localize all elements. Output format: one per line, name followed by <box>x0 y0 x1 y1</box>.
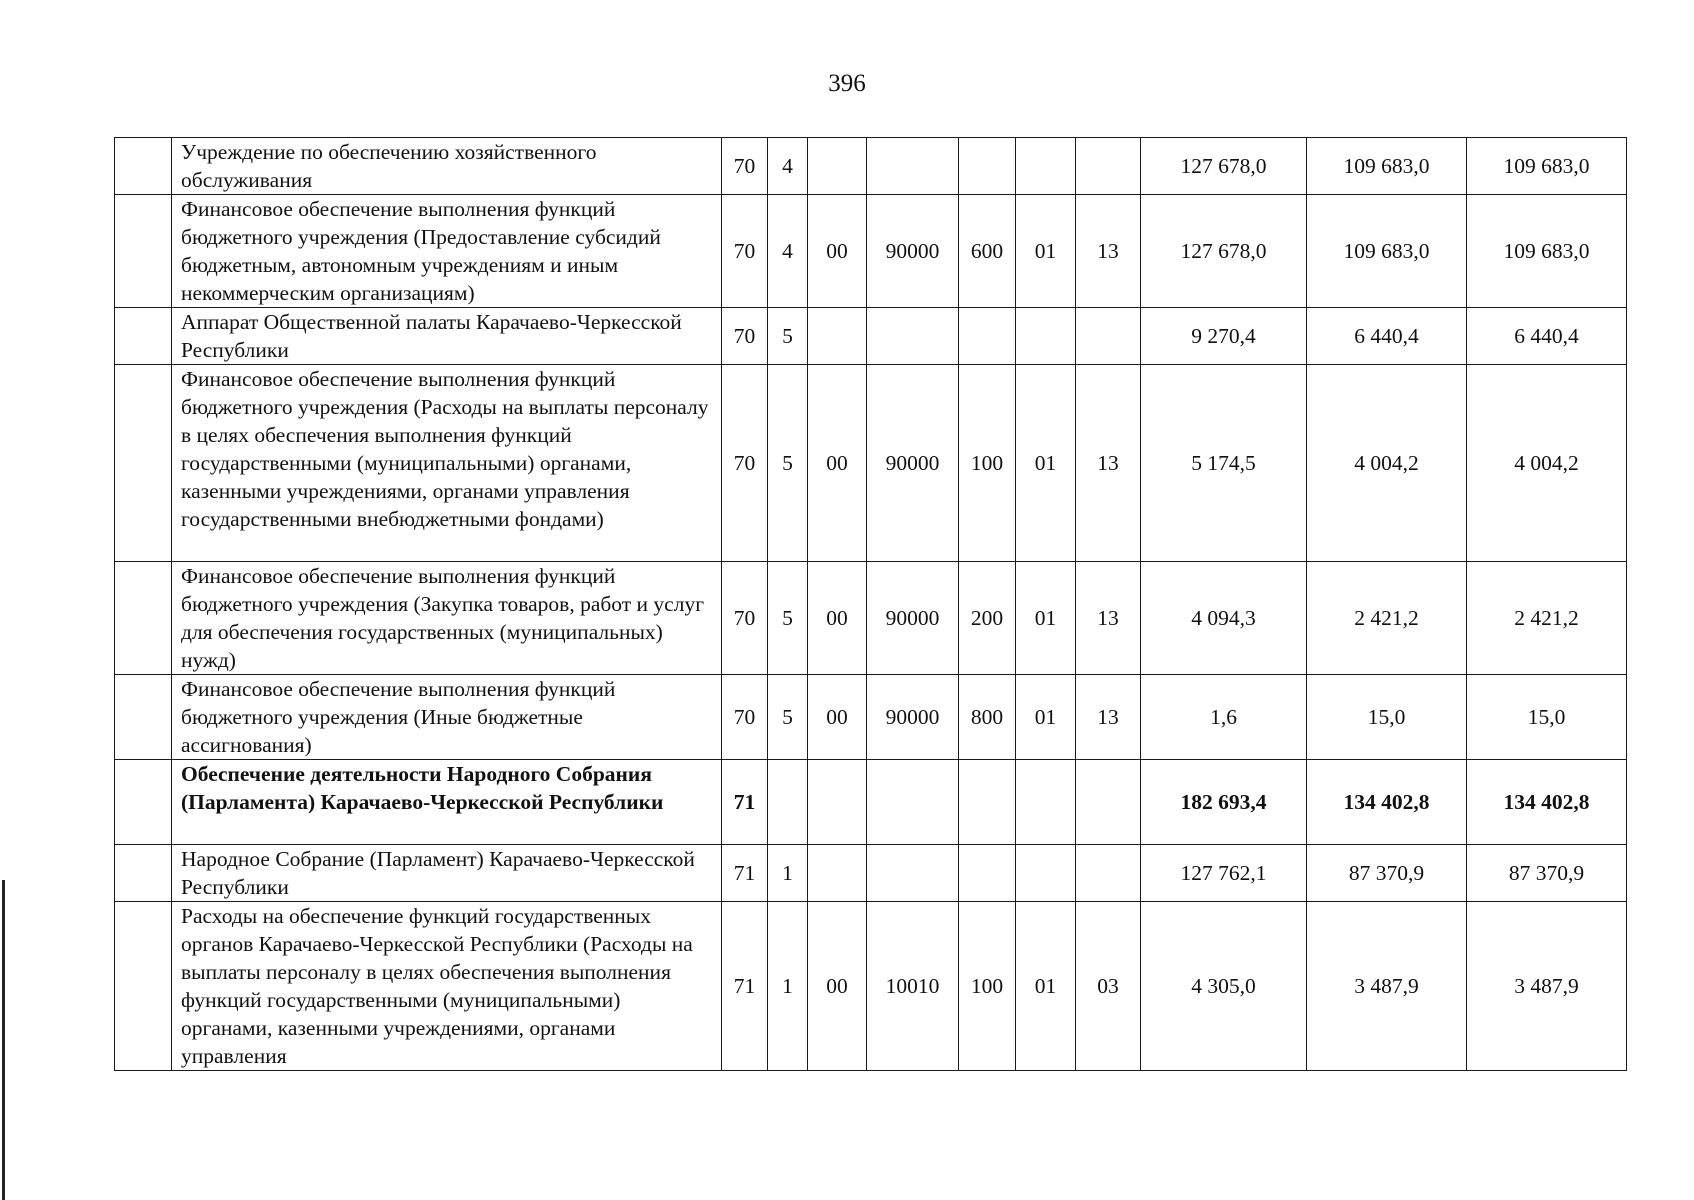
code-cell: 5 <box>768 562 808 675</box>
code-cell: 01 <box>1016 902 1076 1071</box>
item-name-cell: Финансовое обеспечение выполнения функций бюджетного учреждения (Иные бюджетные ассигнования) <box>172 675 722 760</box>
code-cell: 200 <box>959 562 1016 675</box>
item-name-cell: Финансовое обеспечение выполнения функций бюджетного учреждения (Закупка товаров, работ и услуг для обеспечения государственных (муниципальных) нужд) <box>172 562 722 675</box>
amount-cell: 134 402,8 <box>1467 760 1627 845</box>
code-cell <box>1016 845 1076 902</box>
row-number-cell <box>115 902 172 1071</box>
code-cell: 5 <box>768 308 808 365</box>
code-cell: 4 <box>768 195 808 308</box>
code-cell: 90000 <box>867 675 959 760</box>
code-cell: 600 <box>959 195 1016 308</box>
scan-edge-mark <box>2 880 5 1200</box>
table-row <box>115 308 1627 365</box>
amount-cell: 6 440,4 <box>1307 308 1467 365</box>
table-row <box>115 562 1627 675</box>
code-cell: 00 <box>808 675 867 760</box>
amount-cell: 87 370,9 <box>1467 845 1627 902</box>
code-cell: 70 <box>722 195 768 308</box>
code-cell: 10010 <box>867 902 959 1071</box>
item-name-cell: Финансовое обеспечение выполнения функций бюджетного учреждения (Расходы на выплаты персоналу в целях обеспечения выполнения функций государственными (муниципальными) органами, казенными учреждениями, органами управления государственными внебюджетными фондами) <box>172 365 722 562</box>
code-cell: 71 <box>722 760 768 845</box>
row-number-cell <box>115 138 172 195</box>
amount-cell: 87 370,9 <box>1307 845 1467 902</box>
code-cell: 1 <box>768 902 808 1071</box>
table-row <box>115 138 1627 195</box>
table-row <box>115 675 1627 760</box>
code-cell <box>867 138 959 195</box>
table-row <box>115 760 1627 845</box>
amount-cell: 127 678,0 <box>1141 195 1307 308</box>
code-cell: 70 <box>722 675 768 760</box>
row-number-cell <box>115 308 172 365</box>
amount-cell: 109 683,0 <box>1467 138 1627 195</box>
code-cell <box>1076 760 1141 845</box>
code-cell: 00 <box>808 562 867 675</box>
code-cell: 5 <box>768 365 808 562</box>
code-cell <box>867 760 959 845</box>
item-name-cell: Народное Собрание (Парламент) Карачаево-Черкесской Республики <box>172 845 722 902</box>
code-cell <box>808 138 867 195</box>
code-cell <box>1076 308 1141 365</box>
code-cell <box>959 308 1016 365</box>
amount-cell: 3 487,9 <box>1467 902 1627 1071</box>
amount-cell: 5 174,5 <box>1141 365 1307 562</box>
code-cell: 13 <box>1076 365 1141 562</box>
code-cell <box>959 138 1016 195</box>
amount-cell: 15,0 <box>1467 675 1627 760</box>
item-name-cell: Аппарат Общественной палаты Карачаево-Черкесской Республики <box>172 308 722 365</box>
code-cell <box>959 760 1016 845</box>
code-cell: 00 <box>808 365 867 562</box>
code-cell: 70 <box>722 308 768 365</box>
code-cell: 01 <box>1016 365 1076 562</box>
code-cell: 4 <box>768 138 808 195</box>
amount-cell: 4 004,2 <box>1307 365 1467 562</box>
code-cell: 100 <box>959 365 1016 562</box>
code-cell: 90000 <box>867 195 959 308</box>
code-cell: 13 <box>1076 562 1141 675</box>
amount-cell: 2 421,2 <box>1467 562 1627 675</box>
code-cell <box>1076 845 1141 902</box>
code-cell <box>867 845 959 902</box>
amount-cell: 109 683,0 <box>1307 138 1467 195</box>
code-cell: 71 <box>722 902 768 1071</box>
item-name-cell: Расходы на обеспечение функций государственных органов Карачаево-Черкесской Республики (Расходы на выплаты персоналу в целях обеспечения выполнения функций государственными (муниципальными) органами, казенными учреждениями, органами управления <box>172 902 722 1071</box>
code-cell: 70 <box>722 562 768 675</box>
amount-cell: 9 270,4 <box>1141 308 1307 365</box>
code-cell <box>1016 760 1076 845</box>
code-cell: 00 <box>808 902 867 1071</box>
code-cell: 70 <box>722 138 768 195</box>
amount-cell: 127 678,0 <box>1141 138 1307 195</box>
amount-cell: 4 305,0 <box>1141 902 1307 1071</box>
code-cell <box>1016 308 1076 365</box>
row-number-cell <box>115 845 172 902</box>
amount-cell: 6 440,4 <box>1467 308 1627 365</box>
code-cell <box>808 760 867 845</box>
code-cell: 90000 <box>867 365 959 562</box>
item-name-cell: Финансовое обеспечение выполнения функций бюджетного учреждения (Предоставление субсидий бюджетным, автономным учреждениям и иным некоммерческим организациям) <box>172 195 722 308</box>
row-number-cell <box>115 760 172 845</box>
item-name-cell: Обеспечение деятельности Народного Собрания (Парламента) Карачаево-Черкесской Республики <box>172 760 722 845</box>
amount-cell: 2 421,2 <box>1307 562 1467 675</box>
amount-cell: 134 402,8 <box>1307 760 1467 845</box>
row-number-cell <box>115 195 172 308</box>
code-cell: 1 <box>768 845 808 902</box>
amount-cell: 3 487,9 <box>1307 902 1467 1071</box>
amount-cell: 1,6 <box>1141 675 1307 760</box>
code-cell <box>867 308 959 365</box>
code-cell: 01 <box>1016 675 1076 760</box>
code-cell: 5 <box>768 675 808 760</box>
item-name-cell: Учреждение по обеспечению хозяйственного обслуживания <box>172 138 722 195</box>
code-cell <box>1016 138 1076 195</box>
amount-cell: 15,0 <box>1307 675 1467 760</box>
table-row <box>115 845 1627 902</box>
code-cell <box>808 308 867 365</box>
code-cell: 01 <box>1016 195 1076 308</box>
row-number-cell <box>115 365 172 562</box>
code-cell: 100 <box>959 902 1016 1071</box>
table-row <box>115 365 1627 562</box>
row-number-cell <box>115 675 172 760</box>
code-cell <box>959 845 1016 902</box>
code-cell <box>808 845 867 902</box>
code-cell: 71 <box>722 845 768 902</box>
amount-cell: 4 094,3 <box>1141 562 1307 675</box>
code-cell: 00 <box>808 195 867 308</box>
code-cell <box>768 760 808 845</box>
code-cell: 13 <box>1076 675 1141 760</box>
amount-cell: 4 004,2 <box>1467 365 1627 562</box>
table-row <box>115 195 1627 308</box>
row-number-cell <box>115 562 172 675</box>
amount-cell: 109 683,0 <box>1467 195 1627 308</box>
table-row <box>115 902 1627 1071</box>
code-cell: 13 <box>1076 195 1141 308</box>
amount-cell: 127 762,1 <box>1141 845 1307 902</box>
code-cell: 800 <box>959 675 1016 760</box>
code-cell: 70 <box>722 365 768 562</box>
code-cell <box>1076 138 1141 195</box>
code-cell: 03 <box>1076 902 1141 1071</box>
code-cell: 01 <box>1016 562 1076 675</box>
budget-table <box>114 137 1627 1071</box>
code-cell: 90000 <box>867 562 959 675</box>
page-number: 396 <box>828 70 866 97</box>
amount-cell: 182 693,4 <box>1141 760 1307 845</box>
amount-cell: 109 683,0 <box>1307 195 1467 308</box>
